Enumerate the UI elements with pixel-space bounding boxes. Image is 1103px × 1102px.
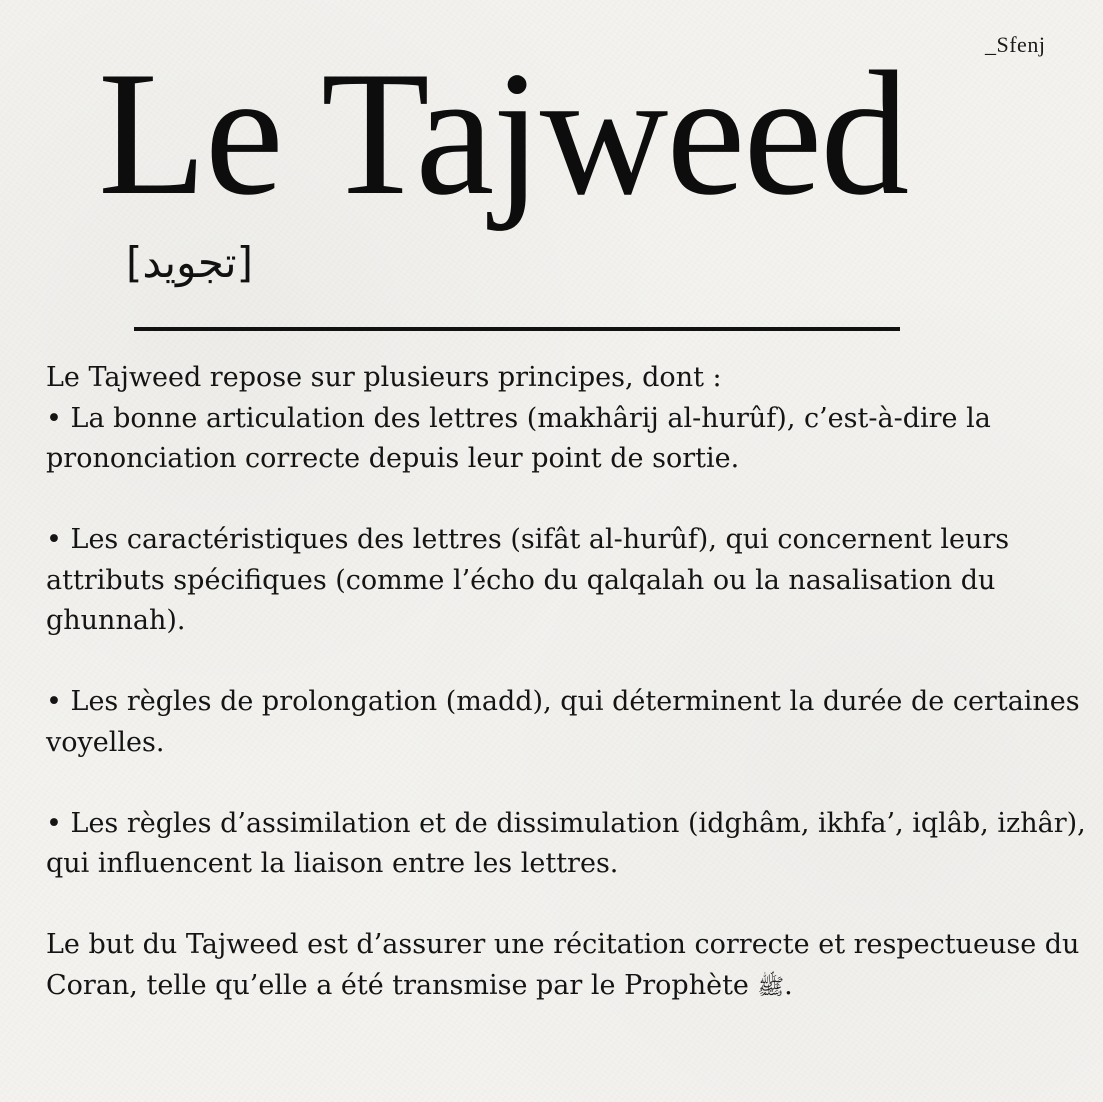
conclusion-text: Le but du Tajweed est d’assurer une récitation correcte et respectueuse du Coran, telle qu’elle a été transmise par le Prophète xyxy=(46,929,1080,1001)
title-divider xyxy=(134,327,900,331)
end-period: . xyxy=(784,969,793,1001)
intro-text: Le Tajweed repose sur plusieurs principes, dont : xyxy=(46,362,722,393)
paragraph-spacer xyxy=(46,480,1098,521)
principle-characteristics: • Les caractéristiques des lettres (sifât al-hurûf), qui concernent leurs attributs spécifiques (comme l’écho du qalqalah ou la nasalisation du ghunnah). xyxy=(46,524,1010,636)
paragraph-spacer xyxy=(46,763,1098,804)
definition-body xyxy=(46,358,1098,1008)
principle-assimilation: • Les règles d’assimilation et de dissimulation (idghâm, ikhfa’, iqlâb, izhâr), qui influencent la liaison entre les lettres. xyxy=(46,807,1086,879)
paragraph-spacer xyxy=(46,642,1098,683)
principle-articulation: • La bonne articulation des lettres (makhârij al-hurûf), c’est-à-dire la prononciation correcte depuis leur point de sortie. xyxy=(46,402,991,474)
page-title: Le Tajweed xyxy=(98,34,908,232)
principle-prolongation: • Les règles de prolongation (madd), qui déterminent la durée de certaines voyelles. xyxy=(46,686,1080,758)
salawat-glyph: ﷺ xyxy=(757,974,785,1000)
author-watermark: _Sfenj xyxy=(985,32,1046,57)
paragraph-spacer xyxy=(46,885,1098,926)
arabic-term: [تجويد] xyxy=(126,238,254,287)
conclusion-paragraph xyxy=(46,925,1098,1008)
